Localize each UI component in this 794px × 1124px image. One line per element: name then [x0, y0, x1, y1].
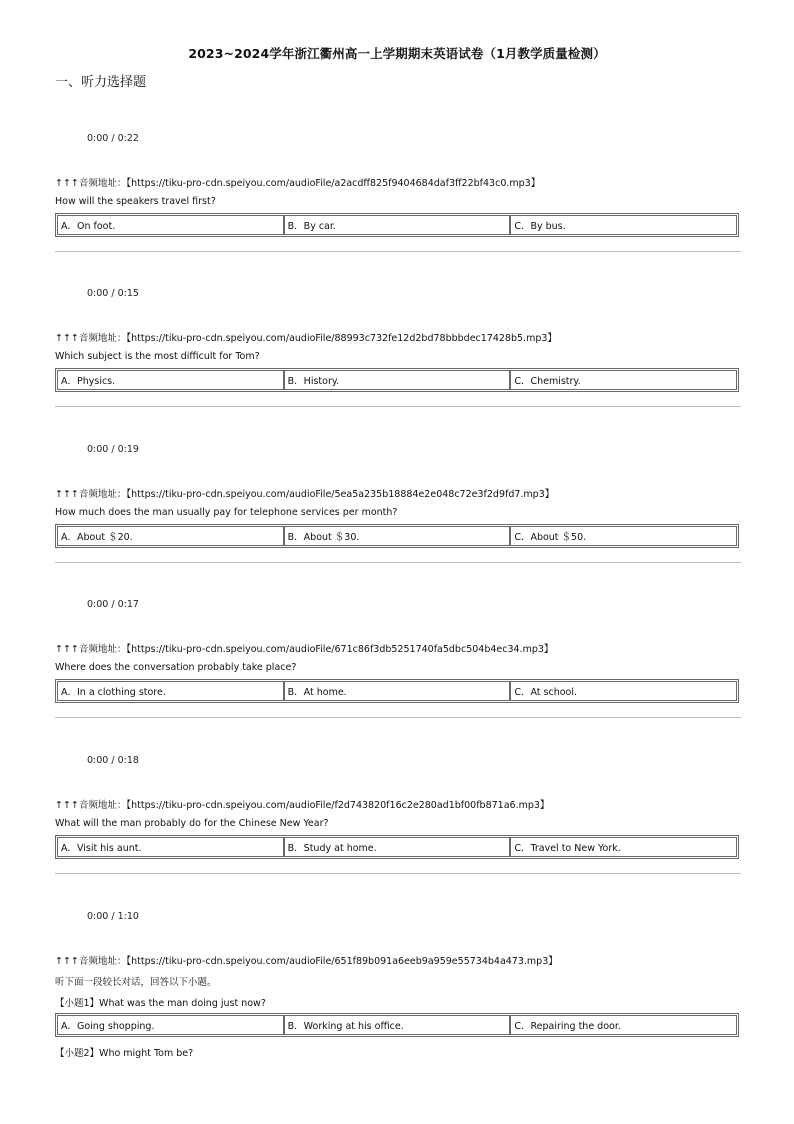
- option-a[interactable]: A．On foot.: [57, 215, 284, 235]
- audio-time[interactable]: 0:00 / 1:10: [87, 911, 139, 922]
- options-table: [55, 679, 739, 703]
- audio-url[interactable]: ↑↑↑音频地址：【https://tiku-pro-cdn.speiyou.com/audioFile/a2acdff825f9404684daf3ff22bf43c0.mp3】: [55, 178, 541, 189]
- question-block-4: [0, 599, 794, 749]
- audio-url[interactable]: ↑↑↑音频地址：【https://tiku-pro-cdn.speiyou.com/audioFile/671c86f3db5251740fa5dbc504b4ec34.mp3】: [55, 644, 554, 655]
- option-b[interactable]: B．About ＄30.: [284, 526, 511, 546]
- option-c[interactable]: C．Chemistry.: [510, 370, 737, 390]
- option-c[interactable]: C．Repairing the door.: [510, 1015, 737, 1035]
- option-b[interactable]: B．History.: [284, 370, 511, 390]
- question-prompt: How much does the man usually pay for telephone services per month?: [55, 507, 398, 518]
- audio-time[interactable]: 0:00 / 0:19: [87, 444, 139, 455]
- question-block-6: [0, 911, 794, 1071]
- options-table: [55, 213, 739, 237]
- divider: [55, 562, 741, 563]
- audio-time[interactable]: 0:00 / 0:22: [87, 133, 139, 144]
- section-heading: 一、听力选择题: [55, 75, 147, 90]
- sub-question-2-prompt: 【小题2】Who might Tom be?: [55, 1048, 194, 1059]
- divider: [55, 406, 741, 407]
- question-block-1: [0, 133, 794, 283]
- audio-url[interactable]: ↑↑↑音频地址：【https://tiku-pro-cdn.speiyou.com/audioFile/f2d743820f16c2e280ad1bf00fb871a6.mp3】: [55, 800, 550, 811]
- audio-url[interactable]: ↑↑↑音频地址：【https://tiku-pro-cdn.speiyou.com/audioFile/88993c732fe12d2bd78bbbdec17428b5.mp3】: [55, 333, 557, 344]
- option-b[interactable]: B．Working at his office.: [284, 1015, 511, 1035]
- question-prompt: Which subject is the most difficult for Tom?: [55, 351, 260, 362]
- divider: [55, 717, 741, 718]
- option-b[interactable]: B．By car.: [284, 215, 511, 235]
- audio-time[interactable]: 0:00 / 0:15: [87, 288, 139, 299]
- page-title: 2023~2024学年浙江衢州高一上学期期末英语试卷（1月教学质量检测）: [188, 46, 606, 61]
- option-a[interactable]: A．Going shopping.: [57, 1015, 284, 1035]
- option-b[interactable]: B．Study at home.: [284, 837, 511, 857]
- option-c[interactable]: C．Travel to New York.: [510, 837, 737, 857]
- options-table: [55, 524, 739, 548]
- audio-time[interactable]: 0:00 / 0:17: [87, 599, 139, 610]
- options-table: [55, 368, 739, 392]
- option-a[interactable]: A．Visit his aunt.: [57, 837, 284, 857]
- option-b[interactable]: B．At home.: [284, 681, 511, 701]
- dialogue-intro: 听下面一段较长对话，回答以下小题。: [55, 977, 217, 988]
- question-block-2: [0, 288, 794, 438]
- audio-time[interactable]: 0:00 / 0:18: [87, 755, 139, 766]
- option-c[interactable]: C．By bus.: [510, 215, 737, 235]
- question-prompt: What will the man probably do for the Chinese New Year?: [55, 818, 329, 829]
- question-block-5: [0, 755, 794, 905]
- option-a[interactable]: A．In a clothing store.: [57, 681, 284, 701]
- option-c[interactable]: C．At school.: [510, 681, 737, 701]
- sub-question-1-prompt: 【小题1】What was the man doing just now?: [55, 998, 266, 1009]
- option-a[interactable]: A．Physics.: [57, 370, 284, 390]
- option-a[interactable]: A．About ＄20.: [57, 526, 284, 546]
- audio-url[interactable]: ↑↑↑音频地址：【https://tiku-pro-cdn.speiyou.com/audioFile/651f89b091a6eeb9a959e55734b4a473.mp3】: [55, 956, 558, 967]
- divider: [55, 251, 741, 252]
- divider: [55, 873, 741, 874]
- question-block-3: [0, 444, 794, 594]
- options-table: [55, 835, 739, 859]
- options-table: [55, 1013, 739, 1037]
- question-prompt: Where does the conversation probably take place?: [55, 662, 297, 673]
- question-prompt: How will the speakers travel first?: [55, 196, 216, 207]
- option-c[interactable]: C．About ＄50.: [510, 526, 737, 546]
- audio-url[interactable]: ↑↑↑音频地址：【https://tiku-pro-cdn.speiyou.com/audioFile/5ea5a235b18884e2e048c72e3f2d9fd7.mp3】: [55, 489, 555, 500]
